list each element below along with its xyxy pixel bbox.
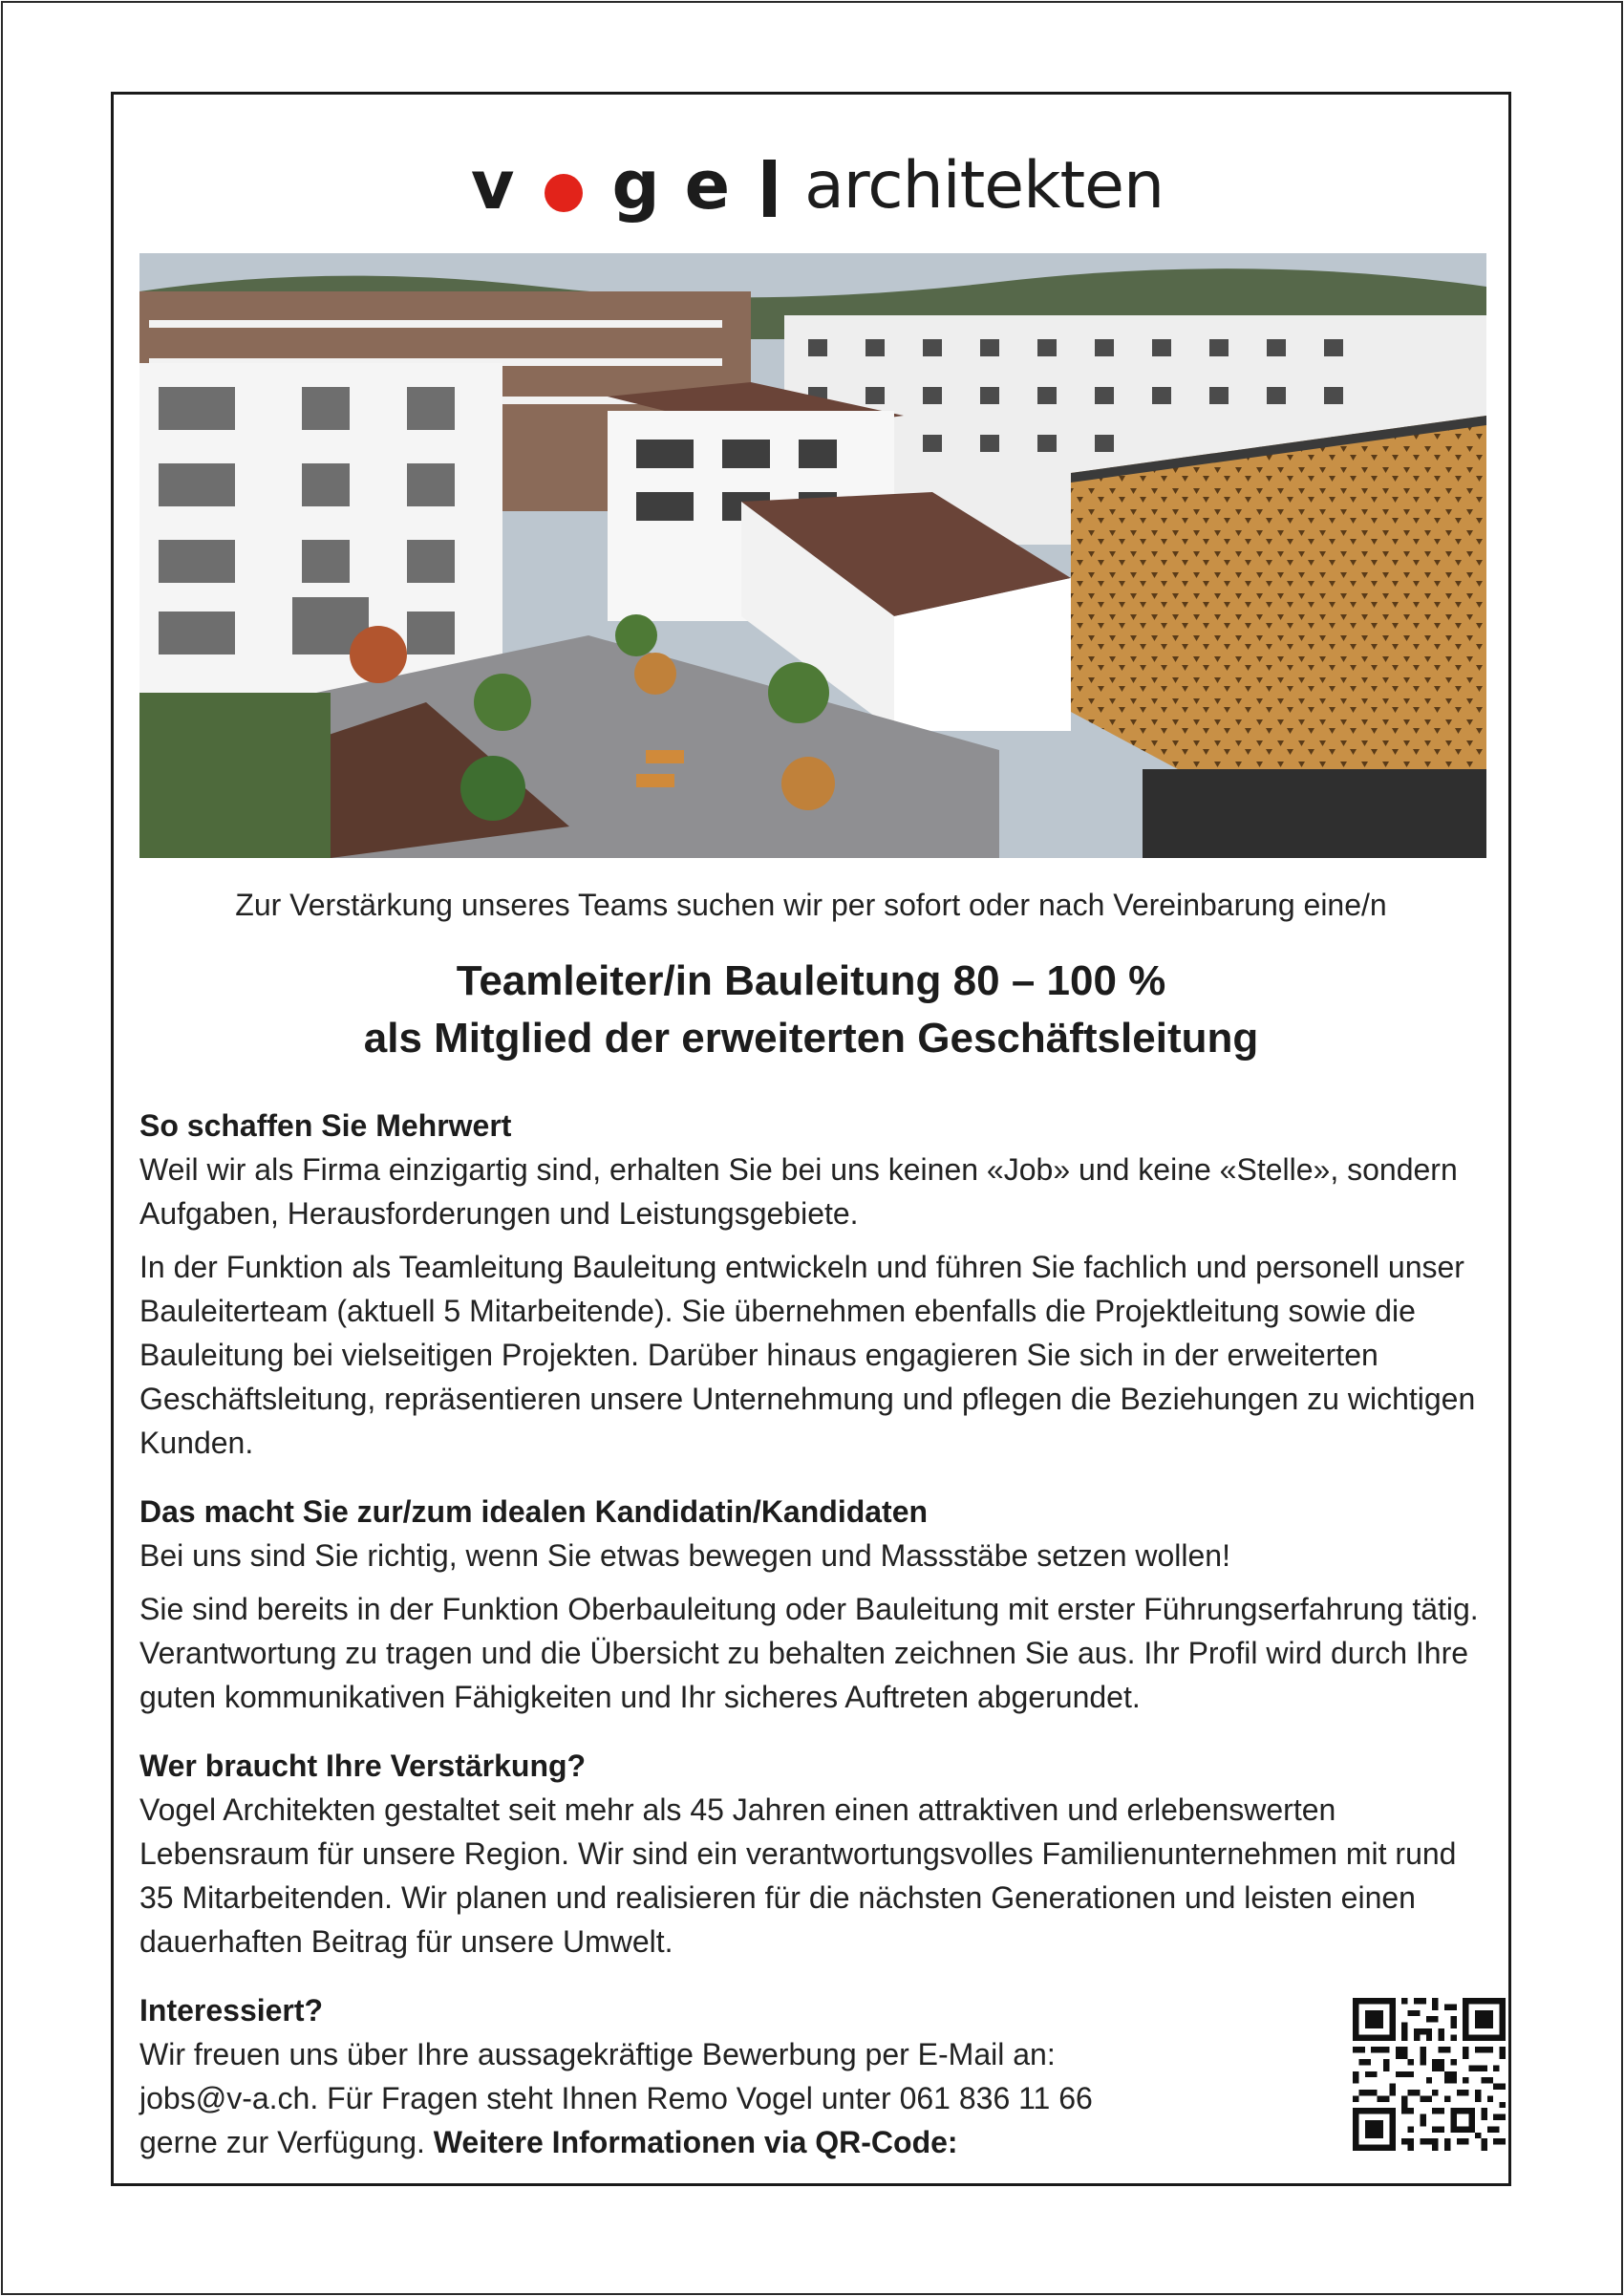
job-ad xyxy=(111,92,1511,2186)
job-title-line-2: als Mitglied der erweiterten Geschäftsleitung xyxy=(363,1015,1259,1062)
section-candidate xyxy=(139,1490,1496,1719)
paragraph: Bei uns sind Sie richtig, wenn Sie etwas bewegen und Massstäbe setzen wollen! xyxy=(139,1538,1230,1573)
intro-text: Zur Verstärkung unseres Teams suchen wir per sofort oder nach Vereinbarung eine/n xyxy=(235,888,1387,922)
paragraph: Sie sind bereits in der Funktion Oberbauleitung oder Bauleitung mit erster Führungserfahrung tätig. Verantwortung zu tragen und die Übersicht zu behalten zeichnen Sie aus. Ihr Profil wird durch Ihre guten kommunikativen Fähigkeiten und Ihr sicheres Auftreten abgerundet. xyxy=(139,1592,1479,1714)
contact-line xyxy=(139,2120,1496,2164)
section-title: Interessiert? xyxy=(139,1993,324,2028)
logo-red-dot xyxy=(545,174,583,212)
paragraph: Weil wir als Firma einzigartig sind, erhalten Sie bei uns keinen «Job» und keine «Stelle», sondern Aufgaben, Herausforderungen und Leistungsgebiete. xyxy=(139,1152,1458,1231)
building-photo xyxy=(139,253,1486,858)
logo-letter-e: e xyxy=(684,146,731,225)
qr-hint: Weitere Informationen via QR-Code: xyxy=(433,2125,958,2159)
qr-code-icon[interactable] xyxy=(1353,1998,1506,2151)
section-title: Das macht Sie zur/zum idealen Kandidatin/Kandidaten xyxy=(139,1494,929,1529)
company-logo xyxy=(114,142,1508,228)
job-title xyxy=(114,953,1508,1067)
section-value xyxy=(139,1104,1496,1465)
contact-line: Wir freuen uns über Ihre aussagekräftige Bewerbung per E-Mail an: xyxy=(139,2037,1056,2071)
logo-wordmark: architekten xyxy=(804,147,1165,224)
paragraph: Vogel Architekten gestaltet seit mehr als 45 Jahren einen attraktiven und erlebenswerten Lebensraum für unsere Region. Wir sind ein verantwortungsvolles Familienunternehmen mit rund 35 Mitarbeitenden. Wir planen und realisieren für die nächsten Generationen und leisten einen dauerhaften Beitrag für unsere Umwelt. xyxy=(139,1792,1457,1959)
section-title: Wer braucht Ihre Verstärkung? xyxy=(139,1749,587,1783)
contact-line[interactable]: jobs@v-a.ch. Für Fragen steht Ihnen Remo Vogel unter 061 836 11 66 xyxy=(139,2081,1093,2115)
logo-letter-g: g xyxy=(611,146,660,225)
section-title: So schaffen Sie Mehrwert xyxy=(139,1108,512,1143)
section-contact xyxy=(139,1988,1496,2164)
paragraph: In der Funktion als Teamleitung Bauleitung entwickeln und führen Sie fachlich und personell unser Bauleiterteam (aktuell 5 Mitarbeitende). Sie übernehmen ebenfalls die Projektleitung sowie die Bauleitung bei vielseitigen Projekten. Darüber hinaus engagieren Sie sich in der erweiterten Geschäftsleitung, repräsentieren unsere Unternehmung und pflegen die Beziehungen zu wichtigen Kunden. xyxy=(139,1250,1476,1460)
section-company xyxy=(139,1744,1496,1963)
contact-text: gerne zur Verfügung. xyxy=(139,2125,425,2159)
logo-letter-l xyxy=(763,160,776,217)
logo-letter-v: v xyxy=(470,146,515,225)
ad-body xyxy=(139,1104,1496,2189)
job-title-line-1: Teamleiter/in Bauleitung 80 – 100 % xyxy=(456,957,1166,1004)
